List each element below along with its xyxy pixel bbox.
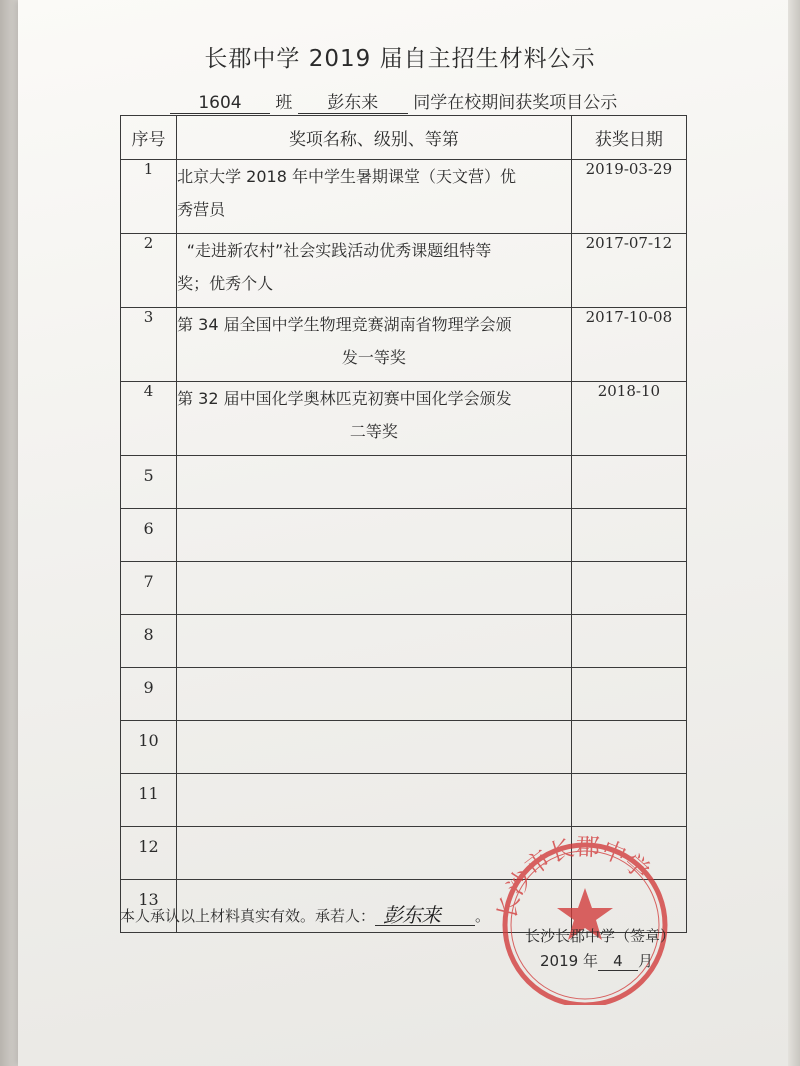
award-name-empty xyxy=(177,774,572,827)
award-name-empty xyxy=(177,721,572,774)
award-date-empty xyxy=(571,774,686,827)
table-row xyxy=(121,234,687,308)
row-number: 1 xyxy=(121,160,177,234)
award-name-empty xyxy=(177,456,572,509)
table-row xyxy=(121,160,687,234)
award-date-empty xyxy=(571,562,686,615)
table-row xyxy=(121,615,687,668)
class-number: 1604 xyxy=(170,93,270,114)
award-name xyxy=(177,234,572,308)
award-name-line2: 发一等奖 xyxy=(341,348,406,367)
row-number: 11 xyxy=(121,774,177,827)
sign-month: 4 xyxy=(598,952,638,971)
sign-year: 2019 年 xyxy=(540,952,598,970)
sign-month-label: 月 xyxy=(637,952,653,970)
school-seal-stamp xyxy=(480,830,690,1005)
table-row xyxy=(121,382,687,456)
awards-table xyxy=(120,115,687,933)
student-name: 彭东来 xyxy=(298,88,408,114)
award-date-empty xyxy=(571,456,686,509)
award-name-line1: 第 32 届中国化学奥林匹克初赛中国化学会颁发 xyxy=(177,389,512,408)
pledge-period: 。 xyxy=(475,907,491,925)
award-date: 2019-03-29 xyxy=(571,160,686,234)
award-name-empty xyxy=(177,668,572,721)
award-name-empty xyxy=(177,615,572,668)
sign-date xyxy=(540,950,653,971)
header-date: 获奖日期 xyxy=(571,116,686,160)
award-name xyxy=(177,308,572,382)
table-row xyxy=(121,509,687,562)
award-name-empty xyxy=(177,562,572,615)
row-number: 9 xyxy=(121,668,177,721)
paper-shadow-left xyxy=(0,0,18,1066)
table-row xyxy=(121,562,687,615)
award-name-line1: 北京大学 2018 年中学生暑期课堂（天文营）优 xyxy=(177,167,516,186)
award-name xyxy=(177,382,572,456)
award-name-line2: 秀营员 xyxy=(177,200,226,219)
award-date-empty xyxy=(571,668,686,721)
row-number: 13 xyxy=(121,880,177,933)
table-row xyxy=(121,456,687,509)
award-name-line1: 第 34 届全国中学生物理竞赛湖南省物理学会颁 xyxy=(177,315,512,334)
award-name-line1: “走进新农村”社会实践活动优秀课题组特等 xyxy=(186,241,492,260)
table-row xyxy=(121,308,687,382)
pledge-line xyxy=(120,905,490,926)
row-number: 8 xyxy=(121,615,177,668)
award-name-line2: 二等奖 xyxy=(349,422,398,441)
header-award-name: 奖项名称、级别、等第 xyxy=(177,116,572,160)
row-number: 6 xyxy=(121,509,177,562)
table-row xyxy=(121,774,687,827)
award-date: 2017-10-08 xyxy=(571,308,686,382)
award-date: 2018-10 xyxy=(571,382,686,456)
row-number: 5 xyxy=(121,456,177,509)
header-no: 序号 xyxy=(121,116,177,160)
table-header-row xyxy=(121,116,687,160)
award-name-line2: 奖；优秀个人 xyxy=(177,274,274,293)
row-number: 12 xyxy=(121,827,177,880)
paper-shadow-right xyxy=(788,0,800,1066)
award-name xyxy=(177,160,572,234)
row-number: 2 xyxy=(121,234,177,308)
school-signature-label: 长沙长郡中学（签章） xyxy=(525,927,676,945)
table-row xyxy=(121,721,687,774)
pledge-text: 本人承认以上材料真实有效。承若人： xyxy=(120,907,376,925)
subtitle-suffix: 同学在校期间获奖项目公示 xyxy=(413,93,618,113)
award-name-empty xyxy=(177,509,572,562)
table-row xyxy=(121,668,687,721)
handwritten-signature: 彭东来 xyxy=(383,903,441,927)
seal-text: 长沙市长郡中学 xyxy=(492,832,655,922)
row-number: 7 xyxy=(121,562,177,615)
award-date-empty xyxy=(571,721,686,774)
subtitle-line xyxy=(170,88,617,114)
row-number: 4 xyxy=(121,382,177,456)
award-date: 2017-07-12 xyxy=(571,234,686,308)
row-number: 10 xyxy=(121,721,177,774)
signature-line xyxy=(375,903,475,927)
award-date-empty xyxy=(571,509,686,562)
class-label: 班 xyxy=(275,93,293,113)
award-date-empty xyxy=(571,615,686,668)
row-number: 3 xyxy=(121,308,177,382)
document-title: 长郡中学 2019 届自主招生材料公示 xyxy=(204,46,596,72)
